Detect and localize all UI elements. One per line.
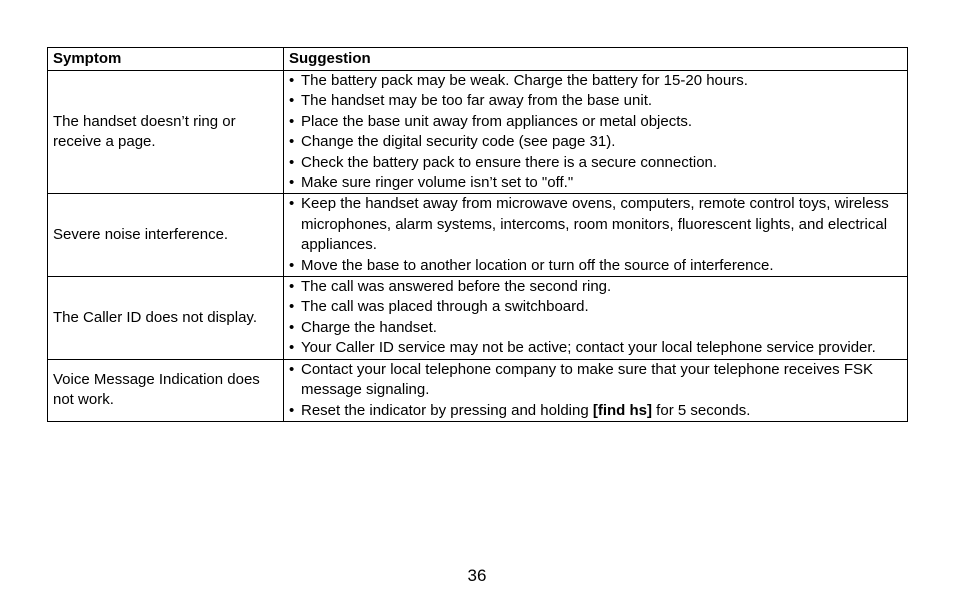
symptom-cell: The Caller ID does not display. [48, 277, 284, 360]
suggestion-item: • The handset may be too far away from the base unit. [289, 91, 902, 111]
suggestion-item: • Contact your local telephone company to make sure that your telephone receives FSK message signaling. [289, 360, 902, 401]
suggestion-cell [284, 194, 908, 277]
suggestion-item: • The call was answered before the second ring. [289, 277, 902, 297]
suggestion-cell [284, 359, 908, 421]
suggestion-item: • Change the digital security code (see page 31). [289, 132, 902, 152]
symptom-cell: Severe noise interference. [48, 194, 284, 277]
suggestion-item: • The call was placed through a switchboard. [289, 297, 902, 317]
suggestion-item: • Make sure ringer volume isn’t set to "off." [289, 173, 902, 193]
table-header-row [48, 48, 908, 71]
suggestion-column-header: Suggestion [284, 48, 908, 71]
suggestion-item [289, 401, 902, 421]
table-row [48, 194, 908, 277]
symptom-column-header: Symptom [48, 48, 284, 71]
suggestion-list [289, 360, 902, 421]
suggestion-item: • Move the base to another location or turn off the source of interference. [289, 256, 902, 276]
suggestion-text: Reset the indicator by pressing and holding [301, 401, 593, 419]
suggestion-text: for 5 seconds. [652, 401, 751, 419]
symptom-cell: Voice Message Indication does not work. [48, 359, 284, 421]
suggestion-item: • The battery pack may be weak. Charge the battery for 15-20 hours. [289, 71, 902, 91]
suggestion-cell [284, 71, 908, 194]
suggestion-item: • Place the base unit away from appliances or metal objects. [289, 112, 902, 132]
suggestion-list [289, 277, 902, 359]
suggestion-list [289, 194, 902, 276]
find-hs-key-label: [find hs] [592, 401, 653, 419]
suggestion-item: • Charge the handset. [289, 318, 902, 338]
suggestion-item: • Keep the handset away from microwave ovens, computers, remote control toys, wireless microphones, alarm systems, intercoms, room monitors, fluorescent lights, and electrical appliances. [289, 194, 902, 255]
table-row [48, 359, 908, 421]
page-number: 36 [467, 566, 487, 585]
symptom-cell: The handset doesn’t ring or receive a page. [48, 71, 284, 194]
suggestion-list [289, 71, 902, 193]
troubleshooting-table [47, 47, 908, 422]
suggestion-item: • Check the battery pack to ensure there is a secure connection. [289, 153, 902, 173]
table-row [48, 71, 908, 194]
table-row [48, 277, 908, 360]
suggestion-cell [284, 277, 908, 360]
suggestion-item: • Your Caller ID service may not be active; contact your local telephone service provider. [289, 338, 902, 358]
